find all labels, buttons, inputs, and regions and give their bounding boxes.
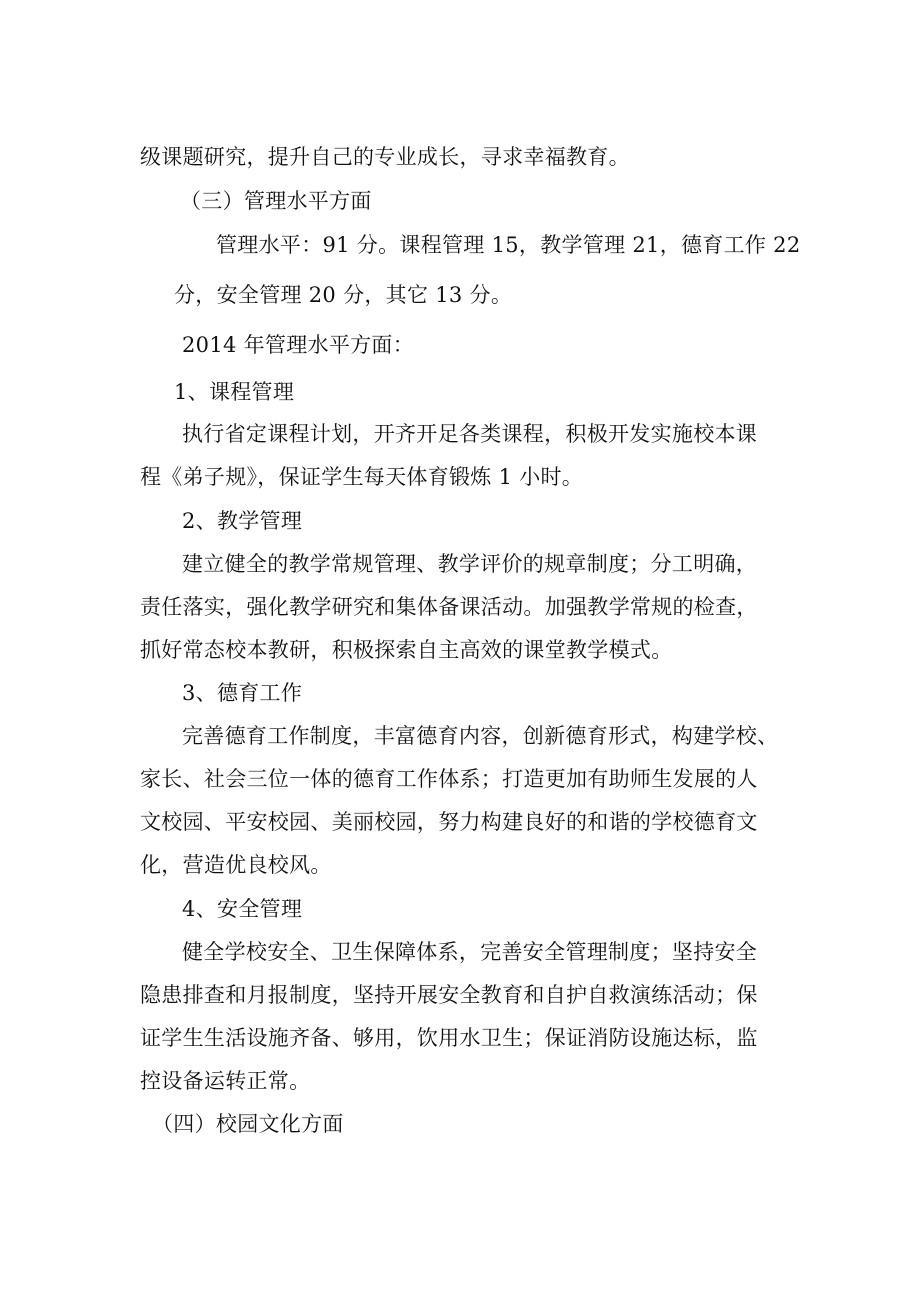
paragraph-line: 隐患排查和月报制度，坚持开展安全教育和自护自救演练活动；保 — [140, 983, 758, 1007]
subsection-heading-4: 4、安全管理 — [182, 897, 303, 921]
paragraph-line: 完善德育工作制度，丰富德育内容，创新德育形式，构建学校、 — [182, 724, 779, 748]
paragraph-line: 文校园、平安校园、美丽校园，努力构建良好的和谐的学校德育文 — [140, 810, 758, 834]
paragraph-line: 级课题研究，提升自己的专业成长，寻求幸福教育。 — [140, 145, 630, 169]
subsection-heading-2: 2、教学管理 — [182, 509, 303, 533]
section-heading-4: （四）校园文化方面 — [152, 1112, 344, 1136]
paragraph-line: 程《弟子规》，保证学生每天体育锻炼 1 小时。 — [140, 465, 584, 489]
paragraph-line: 抓好常态校本教研，积极探索自主高效的课堂教学模式。 — [140, 638, 673, 662]
subsection-heading-3: 3、德育工作 — [182, 681, 303, 705]
paragraph-line: 2014 年管理水平方面： — [182, 333, 415, 357]
section-heading-3: （三）管理水平方面 — [180, 189, 372, 213]
paragraph-line: 管理水平：91 分。课程管理 15，教学管理 21，德育工作 22 — [216, 233, 801, 257]
paragraph-line: 执行省定课程计划，开齐开足各类课程，积极开发实施校本课 — [182, 422, 758, 446]
paragraph-line: 控设备运转正常。 — [140, 1069, 311, 1093]
paragraph-line: 化，营造优良校风。 — [140, 853, 332, 877]
paragraph-line: 家长、社会三位一体的德育工作体系；打造更加有助师生发展的人 — [140, 767, 758, 791]
paragraph-line: 责任落实，强化教学研究和集体备课活动。加强教学常规的检查， — [140, 595, 758, 619]
paragraph-line: 建立健全的教学常规管理、教学评价的规章制度；分工明确， — [182, 552, 758, 576]
paragraph-line: 健全学校安全、卫生保障体系，完善安全管理制度；坚持安全 — [182, 940, 758, 964]
paragraph-line: 证学生生活设施齐备、够用，饮用水卫生；保证消防设施达标，监 — [140, 1026, 758, 1050]
paragraph-line: 分，安全管理 20 分，其它 13 分。 — [174, 283, 513, 307]
subsection-heading-1: 1、课程管理 — [174, 380, 295, 404]
